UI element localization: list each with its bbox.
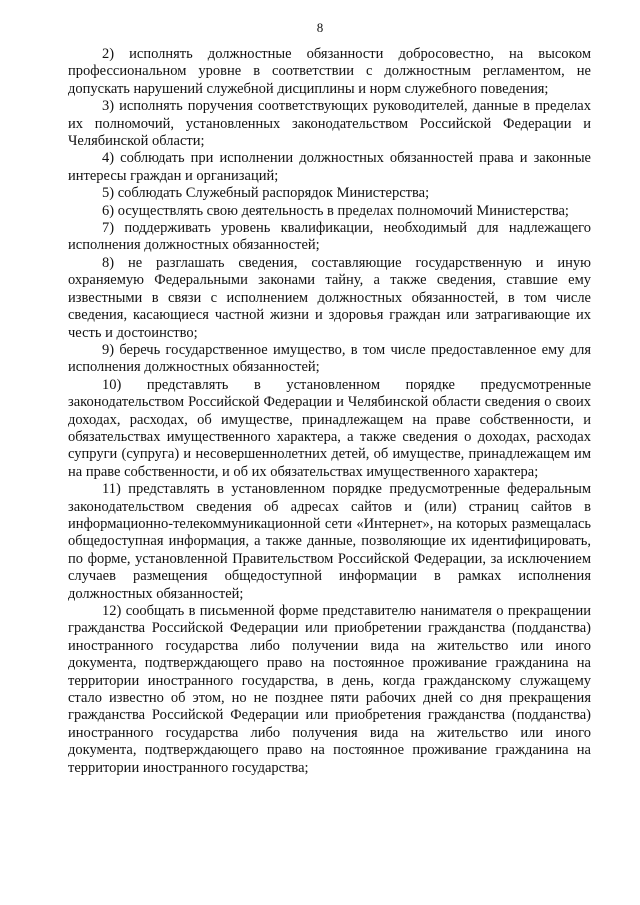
paragraph-item-3: 3) исполнять поручения соответствующих руководителей, данные в пределах их полномочий, установленных законодательством Российской Федерации и Челябинской области; — [68, 98, 591, 150]
paragraph-item-9: 9) беречь государственное имущество, в том числе предоставленное ему для исполнения должностных обязанностей; — [68, 341, 591, 376]
paragraph-item-11: 11) представлять в установленном порядке предусмотренные федеральным законодательством сведения об адресах сайтов и (или) страниц сайтов в информационно-телекоммуникационной сети «Интернет», на которых размещалась общедоступная информация, а также данные, позволяющие их идентифицировать, по форме, установленной Правительством Российской Федерации, за исключением случаев размещения общедоступной информации в рамках исполнения должностных обязанностей; — [68, 481, 591, 602]
paragraph-item-8: 8) не разглашать сведения, составляющие государственную и иную охраняемую Федеральными законами тайну, а также сведения, ставшие ему известными в связи с исполнением должностных обязанностей, в том числе сведения, касающиеся частной жизни и здоровья граждан или затрагивающие их честь и достоинство; — [68, 254, 591, 341]
paragraph-item-4: 4) соблюдать при исполнении должностных обязанностей права и законные интересы граждан и организаций; — [68, 150, 591, 184]
document-body — [68, 46, 591, 777]
paragraph-item-5: 5) соблюдать Служебный распорядок Министерства; — [102, 185, 430, 202]
paragraph-item-7: 7) поддерживать уровень квалификации, необходимый для надлежащего исполнения должностных обязанностей; — [68, 220, 591, 254]
paragraph-item-12: 12) сообщать в письменной форме представителю нанимателя о прекращении гражданства Российской Федерации или приобретении гражданства (подданства) иностранного государства либо получении вида на жительство или иного документа, подтверждающего право на постоянное проживание гражданина на территории иностранного государства, в день, когда гражданскому служащему стало известно об этом, но не позднее пяти рабочих дней со дня прекращения гражданства Российской Федерации или приобретения гражданства (подданства) иностранного государства либо получения вида на жительство или иного документа, подтверждающего право на постоянное проживание гражданина на территории иностранного государства; — [68, 603, 591, 776]
page-number: 8 — [316, 20, 324, 35]
paragraph-item-6: 6) осуществлять свою деятельность в пределах полномочий Министерства; — [102, 202, 569, 219]
paragraph-item-2: 2) исполнять должностные обязанности добросовестно, на высоком профессиональном уровне в соответствии с должностным регламентом, не допускать нарушений служебной дисциплины и норм служебного поведения; — [68, 46, 591, 97]
paragraph-item-10: 10) представлять в установленном порядке предусмотренные законодательством Российской Федерации и Челябинской области сведения о своих доходах, расходах, об имуществе, принадлежащем на праве собственности, и обязательствах имущественного характера, а также сведения о доходах, расходах супруги (супруга) и несовершеннолетних детей, об имуществе, принадлежащем им на праве собственности, и об их обязательствах имущественного характера; — [68, 376, 591, 480]
